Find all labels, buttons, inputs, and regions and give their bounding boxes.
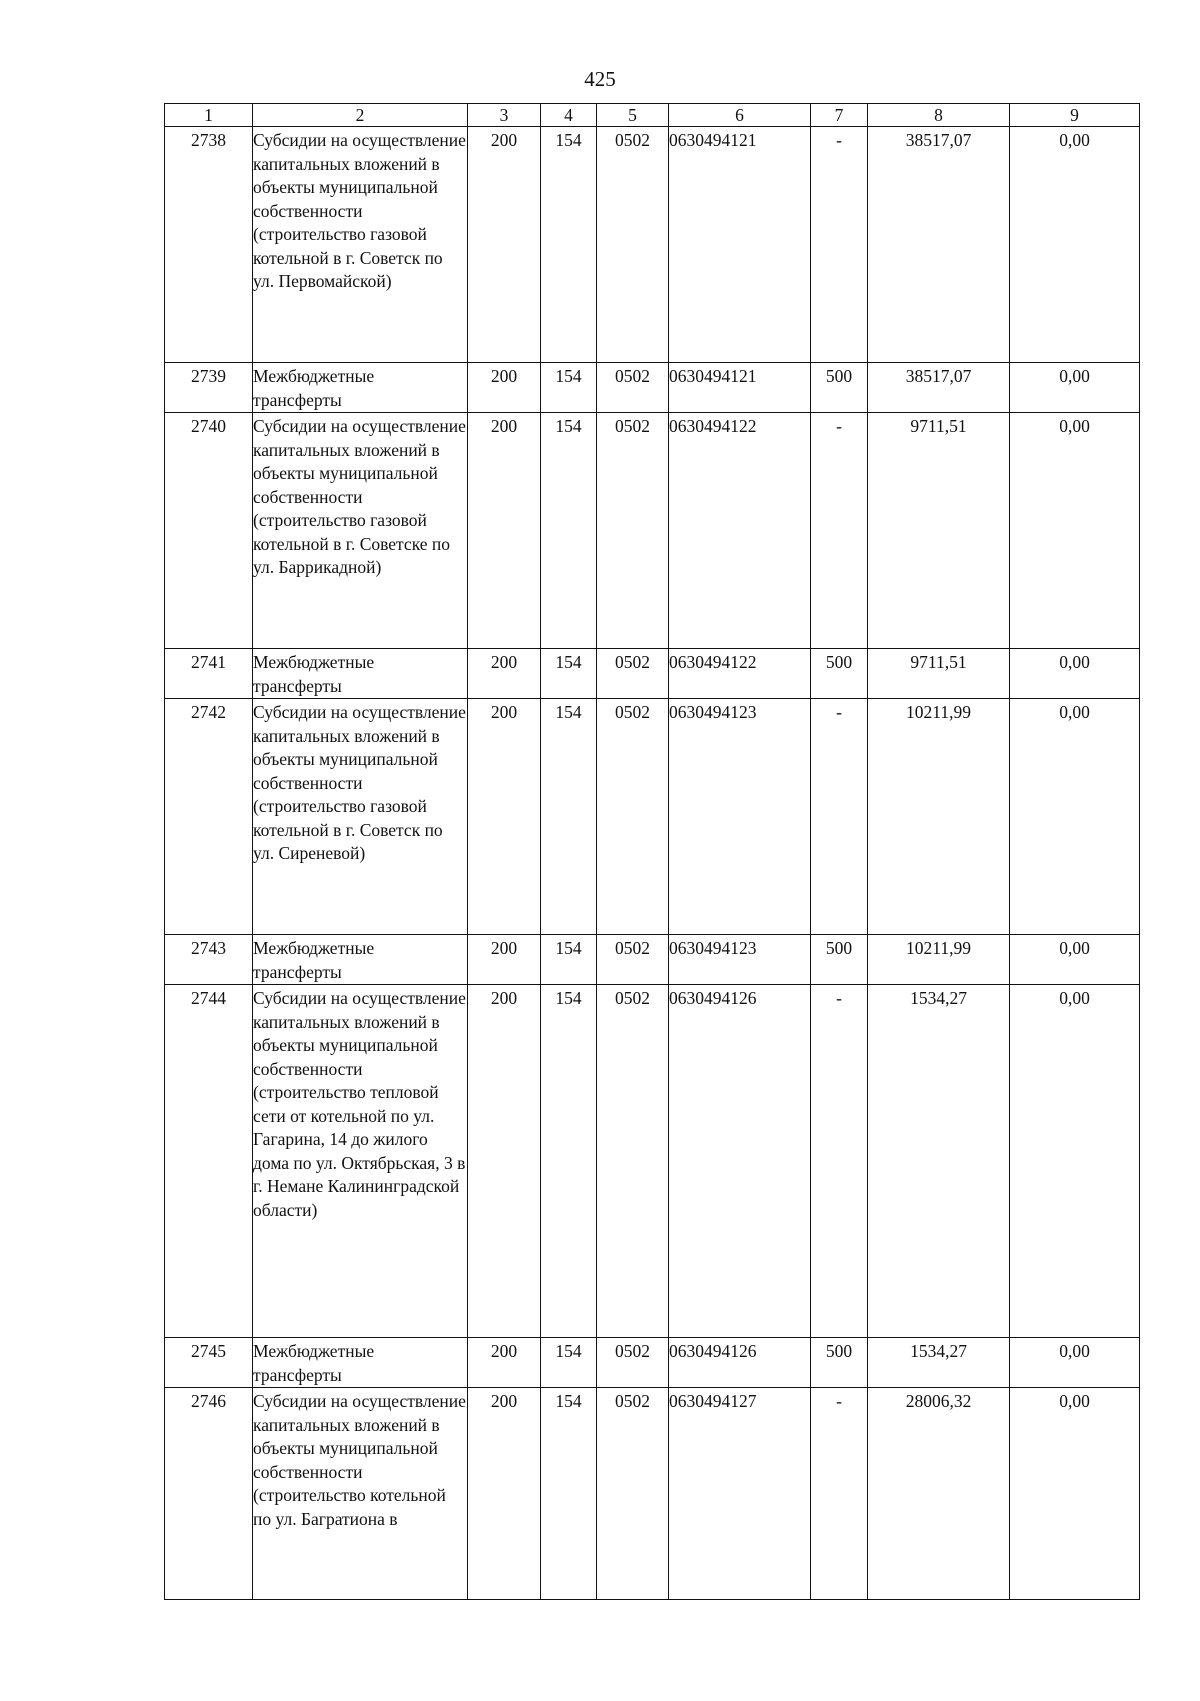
cell-col5: 0502 [597,127,669,363]
cell-col8: 9711,51 [868,413,1010,649]
cell-col5: 0502 [597,413,669,649]
row-number: 2739 [165,363,253,413]
cell-col3: 200 [468,1338,541,1388]
cell-col8: 10211,99 [868,935,1010,985]
cell-col5: 0502 [597,699,669,935]
cell-col6: 0630494126 [669,1338,811,1388]
cell-col8: 10211,99 [868,699,1010,935]
cell-col8: 9711,51 [868,649,1010,699]
header-cell: 4 [541,104,597,127]
cell-col4: 154 [541,1388,597,1600]
header-row [165,104,1140,127]
cell-col4: 154 [541,649,597,699]
header-cell: 7 [811,104,868,127]
cell-col3: 200 [468,127,541,363]
cell-col7: - [811,413,868,649]
cell-col9: 0,00 [1010,985,1140,1338]
cell-col6: 0630494122 [669,413,811,649]
table-row [165,1388,1140,1600]
cell-col7: - [811,699,868,935]
cell-col5: 0502 [597,935,669,985]
cell-col9: 0,00 [1010,699,1140,935]
table-row [165,985,1140,1338]
cell-col4: 154 [541,363,597,413]
cell-col9: 0,00 [1010,127,1140,363]
cell-col7: - [811,127,868,363]
cell-col7: 500 [811,649,868,699]
cell-col5: 0502 [597,649,669,699]
cell-col4: 154 [541,935,597,985]
cell-col3: 200 [468,413,541,649]
header-cell: 2 [253,104,468,127]
cell-col5: 0502 [597,363,669,413]
cell-col5: 0502 [597,1388,669,1600]
cell-col8: 1534,27 [868,985,1010,1338]
table-row [165,699,1140,935]
row-number: 2741 [165,649,253,699]
cell-col6: 0630494123 [669,935,811,985]
row-number: 2743 [165,935,253,985]
cell-col3: 200 [468,699,541,935]
cell-col6: 0630494126 [669,985,811,1338]
row-name: Субсидии на осуществление капитальных вложений в объекты муниципальной собственности (строительство газовой котельной в г. Советск по ул. Первомайской) [253,127,468,363]
row-name: Межбюджетные трансферты [253,363,468,413]
cell-col3: 200 [468,1388,541,1600]
cell-col4: 154 [541,1338,597,1388]
row-name: Межбюджетные трансферты [253,935,468,985]
row-number: 2738 [165,127,253,363]
header-cell: 3 [468,104,541,127]
row-number: 2745 [165,1338,253,1388]
cell-col4: 154 [541,127,597,363]
row-name: Субсидии на осуществление капитальных вложений в объекты муниципальной собственности (строительство газовой котельной в г. Советск по ул. Сиреневой) [253,699,468,935]
cell-col6: 0630494121 [669,363,811,413]
cell-col7: - [811,1388,868,1600]
table-row [165,363,1140,413]
row-name: Межбюджетные трансферты [253,1338,468,1388]
cell-col7: 500 [811,935,868,985]
cell-col5: 0502 [597,985,669,1338]
cell-col4: 154 [541,413,597,649]
cell-col6: 0630494123 [669,699,811,935]
cell-col5: 0502 [597,1338,669,1388]
page-number: 425 [584,67,616,91]
cell-col8: 28006,32 [868,1388,1010,1600]
header-cell: 6 [669,104,811,127]
cell-col6: 0630494121 [669,127,811,363]
header-cell: 1 [165,104,253,127]
row-number: 2740 [165,413,253,649]
cell-col9: 0,00 [1010,363,1140,413]
table-row [165,127,1140,363]
header-cell: 9 [1010,104,1140,127]
cell-col3: 200 [468,935,541,985]
cell-col7: 500 [811,363,868,413]
cell-col4: 154 [541,699,597,935]
row-name: Межбюджетные трансферты [253,649,468,699]
cell-col3: 200 [468,363,541,413]
header-cell: 8 [868,104,1010,127]
cell-col9: 0,00 [1010,1388,1140,1600]
cell-col8: 1534,27 [868,1338,1010,1388]
cell-col3: 200 [468,985,541,1338]
cell-col6: 0630494122 [669,649,811,699]
table-row [165,413,1140,649]
row-number: 2742 [165,699,253,935]
cell-col9: 0,00 [1010,413,1140,649]
row-name: Субсидии на осуществление капитальных вложений в объекты муниципальной собственности (строительство газовой котельной в г. Советске по ул. Баррикадной) [253,413,468,649]
cell-col6: 0630494127 [669,1388,811,1600]
table-row [165,1338,1140,1388]
row-number: 2744 [165,985,253,1338]
table-row [165,935,1140,985]
cell-col7: - [811,985,868,1338]
cell-col9: 0,00 [1010,1338,1140,1388]
cell-col8: 38517,07 [868,127,1010,363]
cell-col3: 200 [468,649,541,699]
cell-col9: 0,00 [1010,935,1140,985]
budget-table [164,103,1140,1600]
header-cell: 5 [597,104,669,127]
cell-col8: 38517,07 [868,363,1010,413]
cell-col7: 500 [811,1338,868,1388]
row-name: Субсидии на осуществление капитальных вложений в объекты муниципальной собственности (строительство тепловой сети от котельной по ул. Гагарина, 14 до жилого дома по ул. Октябрьская, 3 в г. Немане Калининградской области) [253,985,468,1338]
table-row [165,649,1140,699]
row-number: 2746 [165,1388,253,1600]
cell-col4: 154 [541,985,597,1338]
cell-col9: 0,00 [1010,649,1140,699]
row-name: Субсидии на осуществление капитальных вложений в объекты муниципальной собственности (строительство котельной по ул. Багратиона в [253,1388,468,1600]
